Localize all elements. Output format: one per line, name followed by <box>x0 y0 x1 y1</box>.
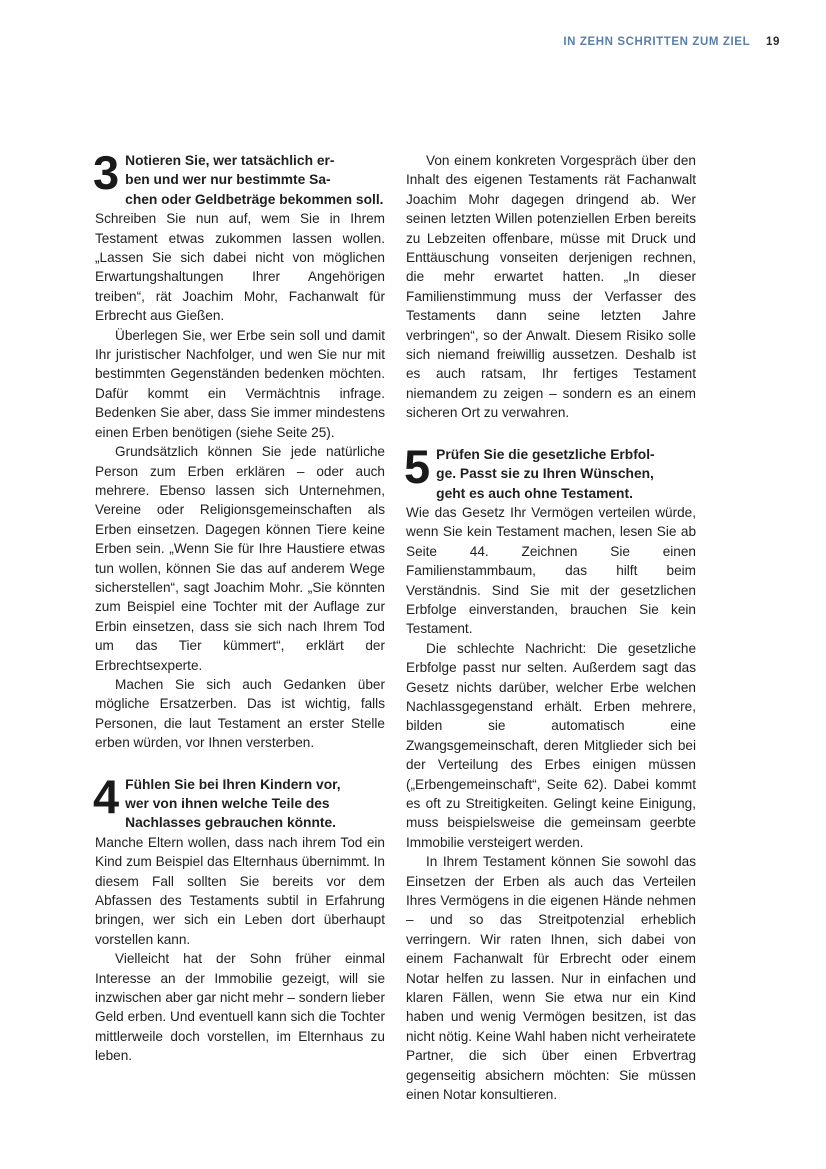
section-4-number: 4 <box>93 769 120 823</box>
section-3-heading <box>93 146 385 209</box>
chapter-title: IN ZEHN SCHRITTEN ZUM ZIEL <box>563 36 751 48</box>
section-4-heading <box>93 769 385 833</box>
section-3-paragraph-3: Grundsätzlich können Sie jede natürliche Person zum Erben erklären – oder auch mehrere. Ebenso lassen sich Unternehmen, Vereine oder Religionsgemeinschaften als Erben einsetzen. Dagegen können Tiere keine Erben sein. „Wenn Sie für Ihre Haustiere etwas tun wollen, können Sie das auf anderem Wege sicherstellen“, sagt Joachim Mohr. „Sie könnten zum Beispiel eine Tochter mit der Auflage zur Erbin einsetzen, dass sie sich nach Ihrem Tod um das Tier kümmert“, erklärt der Erbrechtsexperte. <box>95 444 385 673</box>
section-5 <box>404 439 696 1105</box>
page-number: 19 <box>766 36 780 48</box>
section-5-heading-line2: ge. Passt sie zu Ihren Wünschen, <box>436 466 654 482</box>
section-3-paragraph-4: Machen Sie sich auch Gedanken über mögliche Ersatzerben. Das ist wichtig, falls Personen, die laut Testament an erster Stelle erben würden, vor Ihnen versterben. <box>95 676 385 751</box>
section-3-heading-line1: Notieren Sie, wer tatsächlich er- <box>125 153 335 168</box>
section-4-paragraph-1: Manche Eltern wollen, dass nach ihrem Tod ein Kind zum Beispiel das Elternhaus übernimmt. In diesem Fall sollten Sie bereits vor dem Abfassen des Testaments subtil in Erfahrung bringen, wer sich ein Leben dort überhaupt vorstellen kann. <box>95 834 385 947</box>
section-5-paragraph-1: Wie das Gesetz Ihr Vermögen verteilen würde, wenn Sie kein Testament machen, lesen Sie ab Seite 44. Zeichnen Sie einen Familienstammbaum, das hilft beim Verständnis. Sind Sie mit der gesetzlichen Erbfolge einverstanden, brauchen Sie kein Testament. <box>406 504 696 637</box>
section-5-paragraph-3: In Ihrem Testament können Sie sowohl das Einsetzen der Erben als auch das Verteilen Ihres Vermögens in die eigenen Hände nehmen – und so das Streitpotenzial erheblich verringern. Wir raten Ihnen, sich dabei von einem Fachanwalt für Erbrecht oder einem Notar helfen zu lassen. Nur in einfachen und klaren Fällen, wenn Sie etwa nur ein Kind haben und wenig Vermögen besitzen, ist das nicht nötig. Keine Wahl haben nicht verheiratete Partner, die sich über einen Erbvertrag gegenseitig absichern möchten: Sie müssen einen Notar konsultieren. <box>406 854 696 1103</box>
section-4 <box>93 769 385 1066</box>
section-3-paragraph-1: Schreiben Sie nun auf, wem Sie in Ihrem Testament etwas zukommen lassen wollen. „Lassen Sie sich dabei nicht von möglichen Erwartungshaltungen Ihrer Angehörigen treiben“, rät Joachim Mohr, Fachanwalt für Erbrecht aus Gießen. <box>95 211 385 324</box>
section-5-heading-line3: geht es auch ohne Testament. <box>436 485 633 501</box>
section-4-heading-line1: Fühlen Sie bei Ihren Kindern vor, <box>125 776 341 792</box>
section-3 <box>93 146 385 753</box>
section-3-heading-line2: ben und wer nur bestimmte Sa- <box>125 172 331 188</box>
section-3-heading-line3: chen oder Geldbeträge bekommen soll. <box>125 191 384 207</box>
section-4-paragraph-2: Vielleicht hat der Sohn früher einmal Interesse an der Immobilie gezeigt, will sie inzwischen aber gar nicht mehr – sondern lieber Geld erben. Und eventuell kann sich die Tochter mittlerweile doch vorstellen, im Elternhaus zu leben. <box>95 951 385 1064</box>
intro-paragraph: Von einem konkreten Vorgespräch über den Inhalt des eigenen Testaments rät Fachanwalt Joachim Mohr dagegen dringend ab. Wer seinen letzten Willen potenziellen Erben bereits zu Lebzeiten offenbare, müsse mit Druck und Enttäuschung vonseiten derjenigen rechnen, die mehr erwartet hatten. „In dieser Familienstimmung muss der Verfasser des Testaments dann seine letzten Jahre verbringen“, so der Anwalt. Diesem Risiko solle sich niemand freiwillig aussetzen. Deshalb ist es auch ratsam, Ihr fertiges Testament niemandem zu zeigen – sondern es an einem sicheren Ort zu verwahren. <box>406 153 696 421</box>
section-4-heading-line2: wer von ihnen welche Teile des <box>125 796 330 811</box>
section-5-paragraph-2: Die schlechte Nachricht: Die gesetzliche Erbfolge passt nur selten. Außerdem sagt das Gesetz nichts darüber, welcher Erbe welchen Nachlassgegenstand erhält. Erben mehrere, bilden sie automatisch eine Zwangsgemeinschaft, deren Mitglieder sich bei der Verteilung des Erbes einigen müssen („Erbengemeinschaft“, Seite 62). Dabei kommt es oft zu Streitigkeiten. Gelingt keine Einigung, muss beispielsweise die gemeinsam geerbte Immobilie versteigert werden. <box>406 640 696 850</box>
section-5-heading <box>404 439 696 503</box>
running-header <box>563 36 780 48</box>
section-5-heading-line1: Prüfen Sie die gesetzliche Erbfol- <box>436 446 655 462</box>
section-3-number: 3 <box>93 146 120 199</box>
right-column <box>406 151 696 1105</box>
left-column <box>93 146 385 1066</box>
section-4-heading-line3: Nachlasses gebrauchen könnte. <box>125 815 337 831</box>
section-5-number: 5 <box>404 439 431 493</box>
section-3-paragraph-2: Überlegen Sie, wer Erbe sein soll und damit Ihr juristischer Nachfolger, und wen Sie nur mit bestimmten Gegenständen bedenken möchten. Dafür kommt ein Vermächtnis infrage. Bedenken Sie aber, dass Sie immer mindestens einen Erben benötigen (siehe Seite 25). <box>95 327 385 440</box>
